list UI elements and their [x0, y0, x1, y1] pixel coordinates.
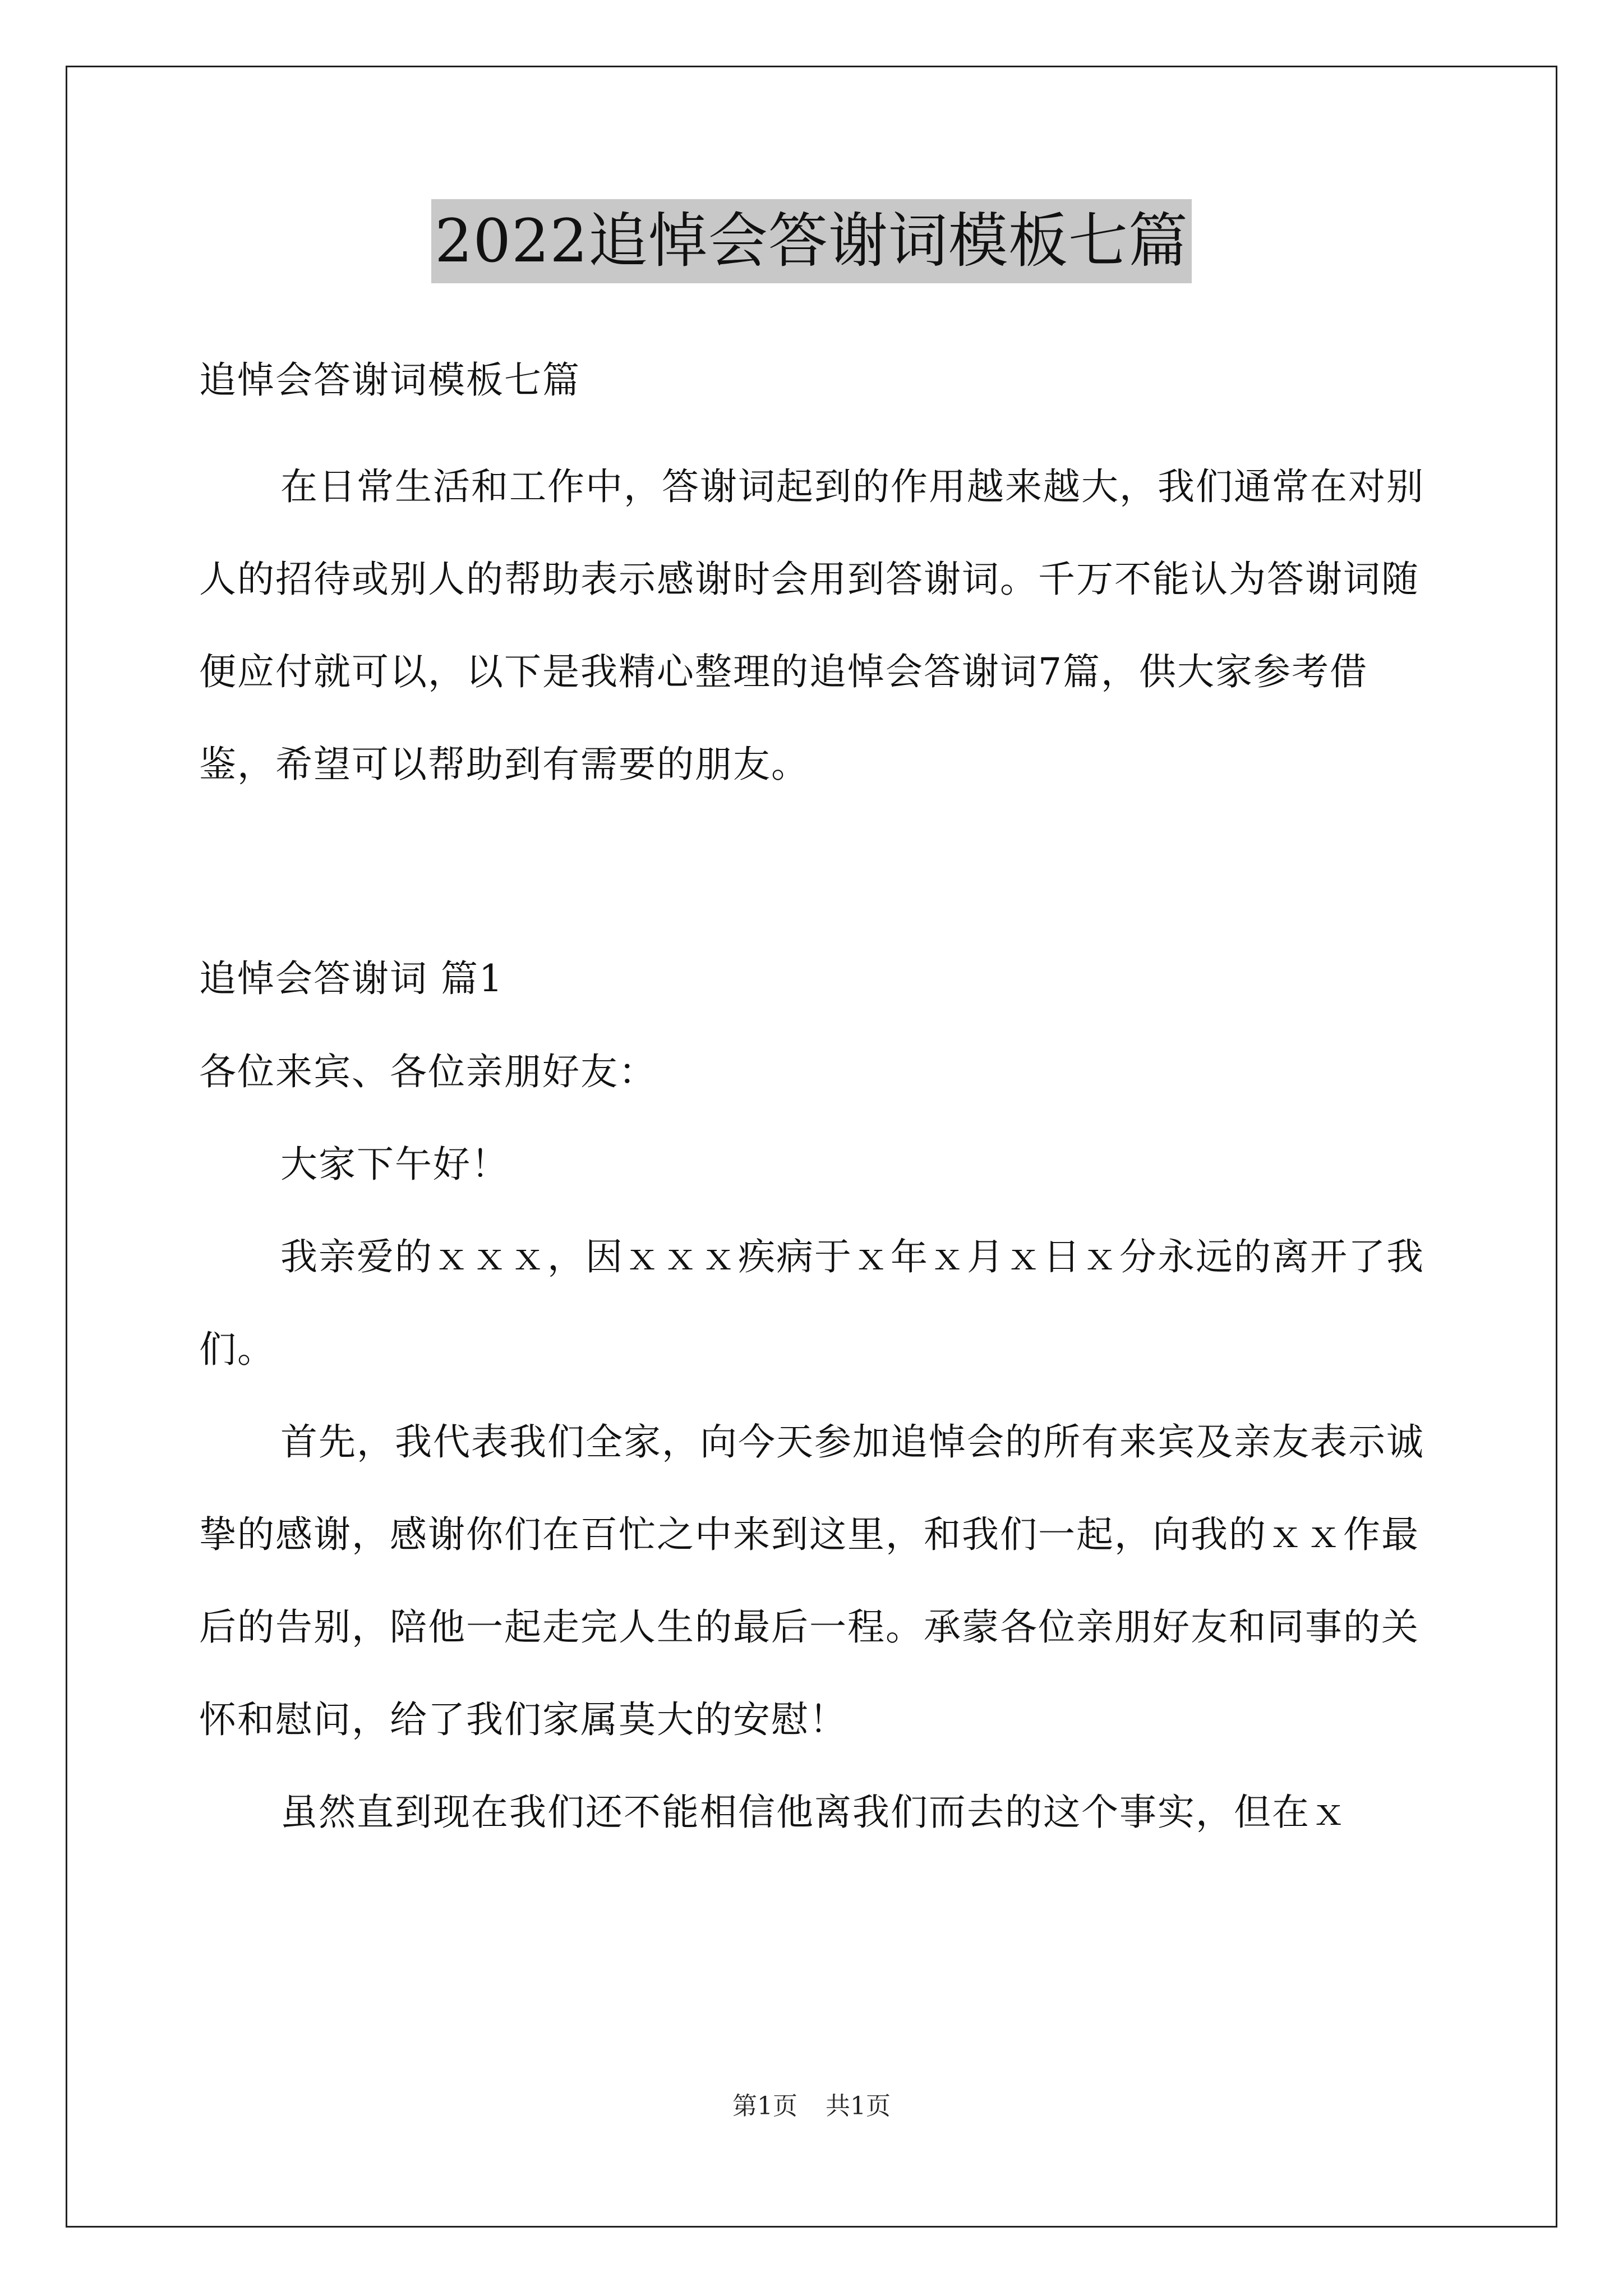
section-heading: 追悼会答谢词 篇1 [199, 957, 504, 1000]
paragraph-3: 虽然直到现在我们还不能相信他离我们而去的这个事实，但在ｘ [280, 1791, 1348, 1834]
paragraph-2: 首先，我代表我们全家，向今天参加追悼会的所有来宾及亲友表示诚挚的感谢，感谢你们在百忙之中来到这里，和我们一起，向我的ｘｘ作最后的告别，陪他一起走完人生的最后一程。承蒙各位亲朋好友和同事的关怀和慰问，给了我们家属莫大的安慰！ [199, 1420, 1424, 1741]
page-total: 共1页 [826, 2092, 891, 2120]
page-number: 第1页 [732, 2092, 797, 2120]
title-container [0, 199, 1623, 283]
subtitle: 追悼会答谢词模板七篇 [199, 358, 580, 402]
greeting: 大家下午好！ [280, 1143, 509, 1186]
paragraph-1: 我亲爱的ｘｘｘ，因ｘｘｘ疾病于ｘ年ｘ月ｘ日ｘ分永远的离开了我们。 [199, 1235, 1424, 1371]
page-footer [0, 2090, 1623, 2123]
salutation: 各位来宾、各位亲朋好友： [199, 1050, 657, 1093]
document-title: 2022追悼会答谢词模板七篇 [431, 199, 1192, 283]
intro-paragraph: 在日常生活和工作中，答谢词起到的作用越来越大，我们通常在对别人的招待或别人的帮助表示感谢时会用到答谢词。千万不能认为答谢词随便应付就可以，以下是我精心整理的追悼会答谢词7篇，供大家参考借鉴，希望可以帮助到有需要的朋友。 [199, 465, 1424, 786]
